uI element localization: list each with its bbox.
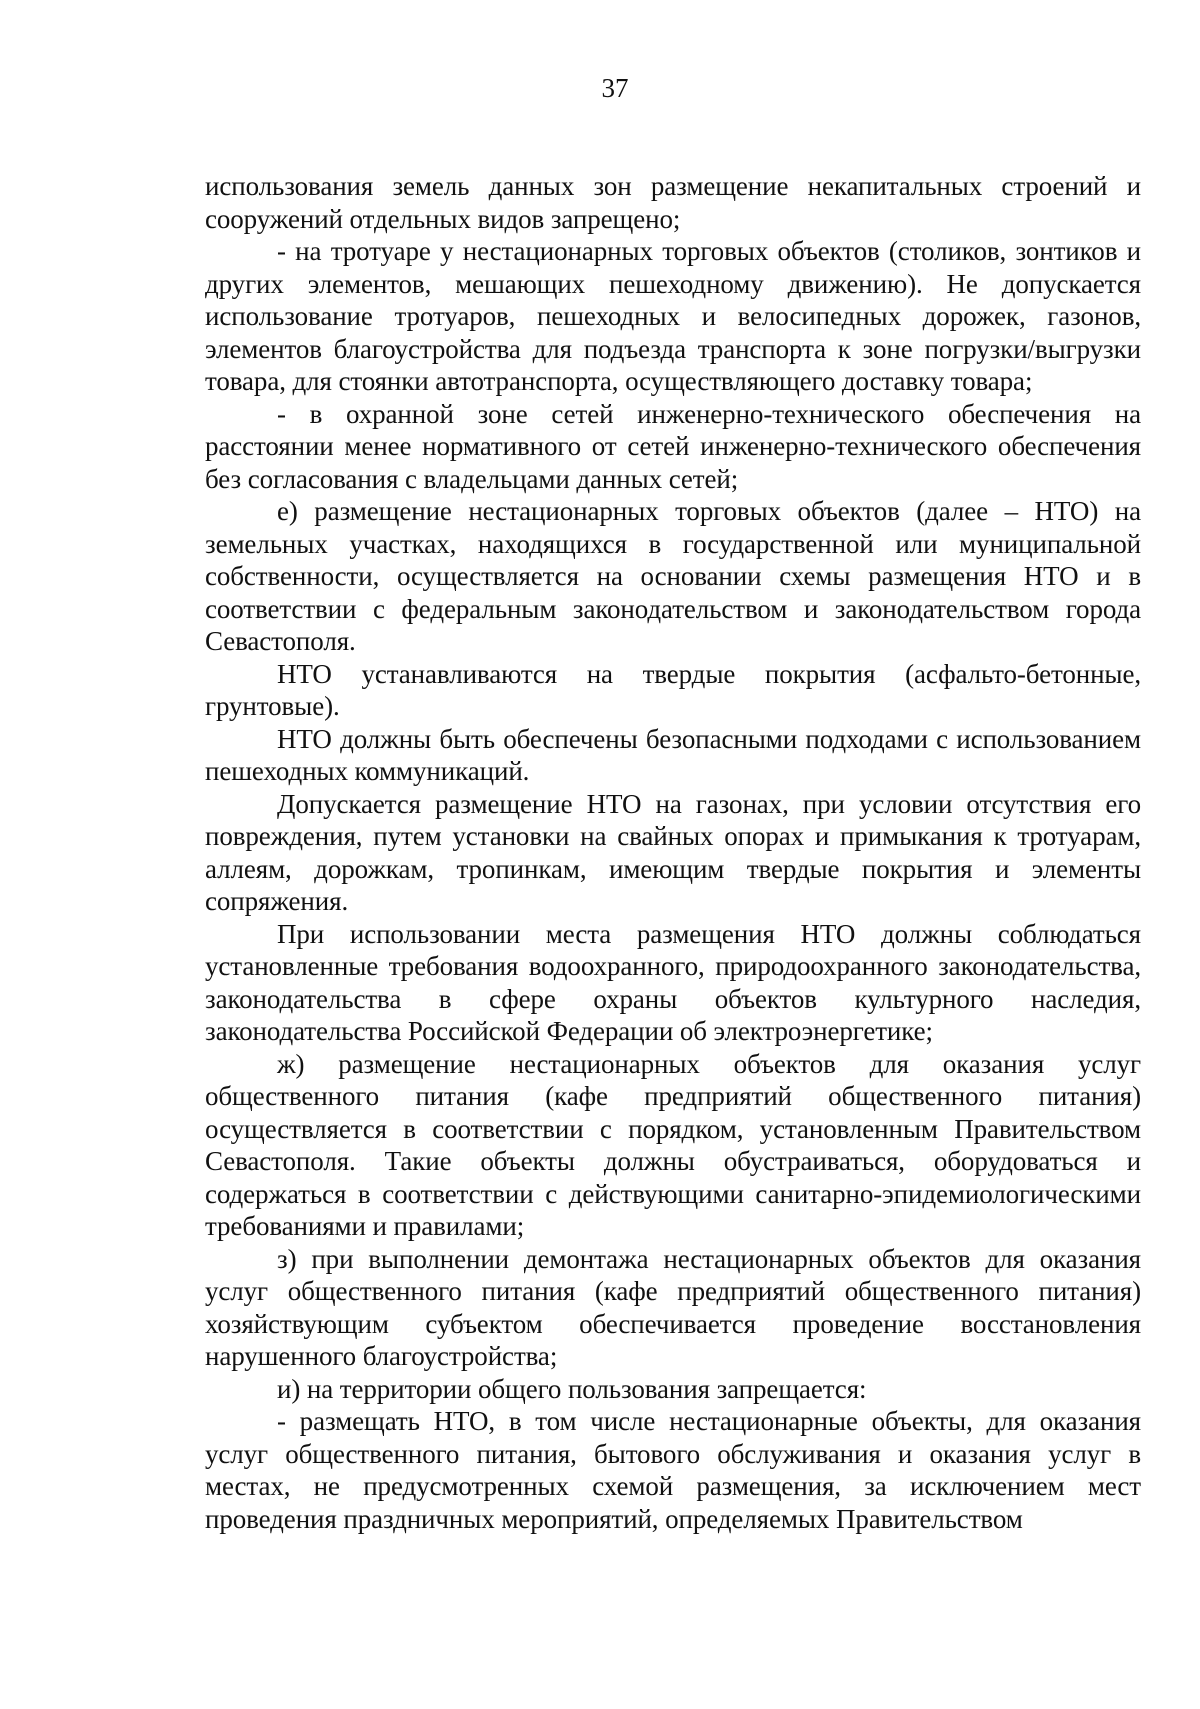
paragraph-i-prohibited: и) на территории общего пользования запрещается: (277, 1373, 867, 1404)
paragraph-sidewalk: - на тротуаре у нестационарных торговых объектов (столиков, зонтиков и других элементов, мешающих пешеходному движению). Не допускается использование тротуаров, пешеходных и велосипедных дорожек, газонов, элементов благоустройства для подъезда транспорта к зоне погрузки/выгрузки товара, для стоянки автотранспорта, осуществляющего доставку товара; (205, 236, 1141, 396)
paragraph-protection-zone: - в охранной зоне сетей инженерно-технического обеспечения на расстоянии менее нормативного от сетей инженерно-технического обеспечения без согласования с владельцами данных сетей; (205, 398, 1141, 494)
paragraph-nto-approaches: НТО должны быть обеспечены безопасными подходами с использованием пешеходных коммуникаций. (205, 723, 1141, 786)
paragraph-z-dismantling: з) при выполнении демонтажа нестационарных объектов для оказания услуг общественного питания (кафе предприятий общественного питания) хозяйствующим субъектом обеспечивается проведение восстановления нарушенного благоустройства; (205, 1243, 1141, 1371)
paragraph-nto-surfaces: НТО устанавливаются на твердые покрытия (асфальто-бетонные, грунтовые). (205, 658, 1141, 721)
paragraph-place-nto: - размещать НТО, в том числе нестационарные объекты, для оказания услуг общественного питания, бытового обслуживания и оказания услуг в местах, не предусмотренных схемой размещения, за исключением мест проведения праздничных мероприятий, определяемых Правительством (205, 1406, 1141, 1534)
paragraph-nto-requirements: При использовании места размещения НТО должны соблюдаться установленные требования водоохранного, природоохранного законодательства, законодательства в сфере охраны объектов культурного наследия, законодательства Российской Федерации об электроэнергетике; (205, 918, 1141, 1046)
page-number: 37 (601, 73, 629, 103)
paragraph-e-nto-placement: е) размещение нестационарных торговых объектов (далее – НТО) на земельных участках, находящихся в государственной или муниципальной собственности, осуществляется на основании схемы размещения НТО и в соответствии с федеральным законодательством и законодательством города Севастополя. (205, 496, 1141, 656)
paragraph-continuation: использования земель данных зон размещение некапитальных строений и сооружений отдельных видов запрещено; (205, 171, 1141, 234)
paragraph-zh-catering: ж) размещение нестационарных объектов для оказания услуг общественного питания (кафе предприятий общественного питания) осуществляется в соответствии с порядком, установленным Правительством Севастополя. Такие объекты должны обустраиваться, оборудоваться и содержаться в соответствии с действующими санитарно-эпидемиологическими требованиями и правилами; (205, 1048, 1141, 1241)
paragraph-nto-lawns: Допускается размещение НТО на газонах, при условии отсутствия его повреждения, путем установки на свайных опорах и примыкания к тротуарам, аллеям, дорожкам, тропинкам, имеющим твердые покрытия и элементы сопряжения. (205, 788, 1141, 916)
body-text (205, 170, 1141, 1535)
